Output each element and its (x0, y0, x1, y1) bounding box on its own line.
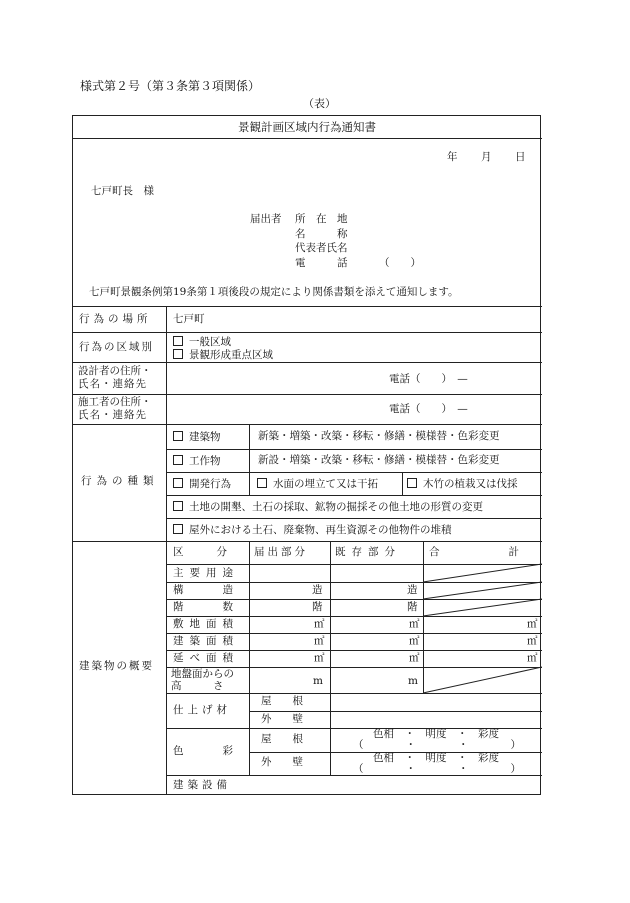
notification-form (72, 115, 541, 795)
building-area-unit-3: ㎡ (527, 635, 538, 647)
place-label: 行為の場所 (79, 313, 152, 325)
color-wall-template-top: 色相 ・ 明度 ・ 彩度 (373, 752, 499, 764)
site-area-unit-2: ㎡ (409, 618, 420, 630)
page-side-label: （表） (303, 97, 336, 110)
site-area-unit-3: ㎡ (527, 618, 538, 630)
designer-label-2: 氏名・連絡先 (78, 378, 147, 390)
act-landfill: 水面の埋立て又は干拓 (257, 478, 378, 490)
builder-label-1: 施工者の住所・ (78, 396, 152, 408)
site-area-unit-1: ㎡ (314, 618, 325, 630)
finish-wall-label: 外 壁 (261, 713, 303, 725)
act-type-label: 行為の種類 (81, 475, 159, 487)
building-area-label: 建築面積 (173, 635, 239, 647)
floors-unit-existing: 階 (407, 601, 418, 613)
color-roof-template-top: 色相 ・ 明度 ・ 彩度 (373, 728, 499, 740)
floor-area-unit-2: ㎡ (409, 652, 420, 664)
act-building-detail: 新築・増築・改築・移転・修繕・模様替・色彩変更 (258, 430, 500, 442)
form-number: 様式第２号（第３条第３項関係） (80, 79, 261, 93)
floor-area-label: 延べ面積 (173, 652, 239, 664)
date-month: 月 (481, 151, 492, 163)
zone-option-general: 一般区域 (173, 336, 231, 348)
color-wall-label: 外 壁 (261, 756, 303, 768)
height-label-2: 高 さ (171, 680, 224, 692)
statement: 七戸町景観条例第19条第１項後段の規定により関係書類を添えて通知します。 (89, 286, 459, 298)
act-development: 開発行為 (173, 478, 231, 490)
checkbox[interactable] (173, 431, 183, 441)
zone-option-priority: 景観形成重点区域 (173, 349, 273, 361)
designer-label-1: 設計者の住所・ (78, 365, 152, 377)
overview-label: 建築物の概要 (79, 660, 154, 672)
notifier-label: 届出者 (250, 213, 282, 225)
act-structure: 工作物 (173, 455, 221, 467)
builder-label-2: 氏名・連絡先 (78, 409, 147, 421)
addressee: 七戸町長 様 (91, 185, 154, 197)
height-unit-notified: m (313, 675, 323, 687)
notifier-phone-paren: （ ） (379, 257, 421, 269)
builder-phone: 電話（ ） — (389, 403, 468, 415)
building-area-unit-2: ㎡ (409, 635, 420, 647)
floor-area-unit-3: ㎡ (527, 652, 538, 664)
form-title: 景観計画区域内行為通知書 (238, 120, 376, 134)
color-label: 色 彩 (173, 745, 239, 757)
structure-label: 構 造 (173, 584, 239, 596)
height-unit-existing: m (408, 675, 418, 687)
floors-unit-notified: 階 (312, 601, 323, 613)
date-year: 年 (447, 151, 458, 163)
finish-roof-label: 屋 根 (261, 695, 303, 707)
building-area-unit-1: ㎡ (314, 635, 325, 647)
checkbox[interactable] (173, 455, 183, 465)
checkbox[interactable] (173, 478, 183, 488)
height-label-1: 地盤面からの (171, 668, 234, 680)
checkbox[interactable] (173, 501, 183, 511)
color-roof-template-bot: （ ・ ・ ） (353, 739, 521, 751)
checkbox[interactable] (173, 336, 183, 346)
act-storage: 屋外における土石、廃棄物、再生資源その他物件の堆積 (173, 524, 452, 536)
header-notified: 届出部分 (254, 546, 308, 558)
act-building: 建築物 (173, 431, 221, 443)
structure-unit-notified: 造 (312, 584, 323, 596)
floors-label: 階 数 (173, 601, 239, 613)
color-wall-template-bot: （ ・ ・ ） (353, 763, 521, 775)
checkbox[interactable] (173, 524, 183, 534)
header-category: 区 分 (173, 546, 231, 558)
notifier-rep-label: 代表者氏名 (295, 242, 348, 254)
finish-label: 仕上げ材 (173, 704, 231, 716)
header-existing: 既存部分 (335, 546, 401, 558)
notifier-address-label: 所 在 地 (295, 213, 348, 225)
usage-label: 主要用途 (173, 567, 239, 579)
header-total: 合 計 (429, 546, 535, 558)
floor-area-unit-1: ㎡ (314, 652, 325, 664)
act-logging: 木竹の植栽又は伐採 (407, 478, 518, 490)
date-day: 日 (515, 151, 526, 163)
act-structure-detail: 新設・増築・改築・移転・修繕・模様替・色彩変更 (258, 454, 500, 466)
color-roof-label: 屋 根 (261, 733, 303, 745)
checkbox[interactable] (173, 349, 183, 359)
structure-unit-existing: 造 (407, 584, 418, 596)
place-value: 七戸町 (173, 313, 205, 325)
designer-phone: 電話（ ） — (389, 373, 468, 385)
site-area-label: 敷地面積 (173, 618, 239, 630)
act-land-change: 土地の開墾、土石の採取、鉱物の掘採その他土地の形質の変更 (173, 501, 483, 513)
notifier-name-label: 名 称 (295, 228, 348, 240)
notifier-phone-label: 電 話 (295, 257, 348, 269)
checkbox[interactable] (257, 478, 267, 488)
equipment-label: 建築設備 (173, 779, 231, 791)
checkbox[interactable] (407, 478, 417, 488)
zone-label: 行為の区域別 (79, 341, 154, 353)
